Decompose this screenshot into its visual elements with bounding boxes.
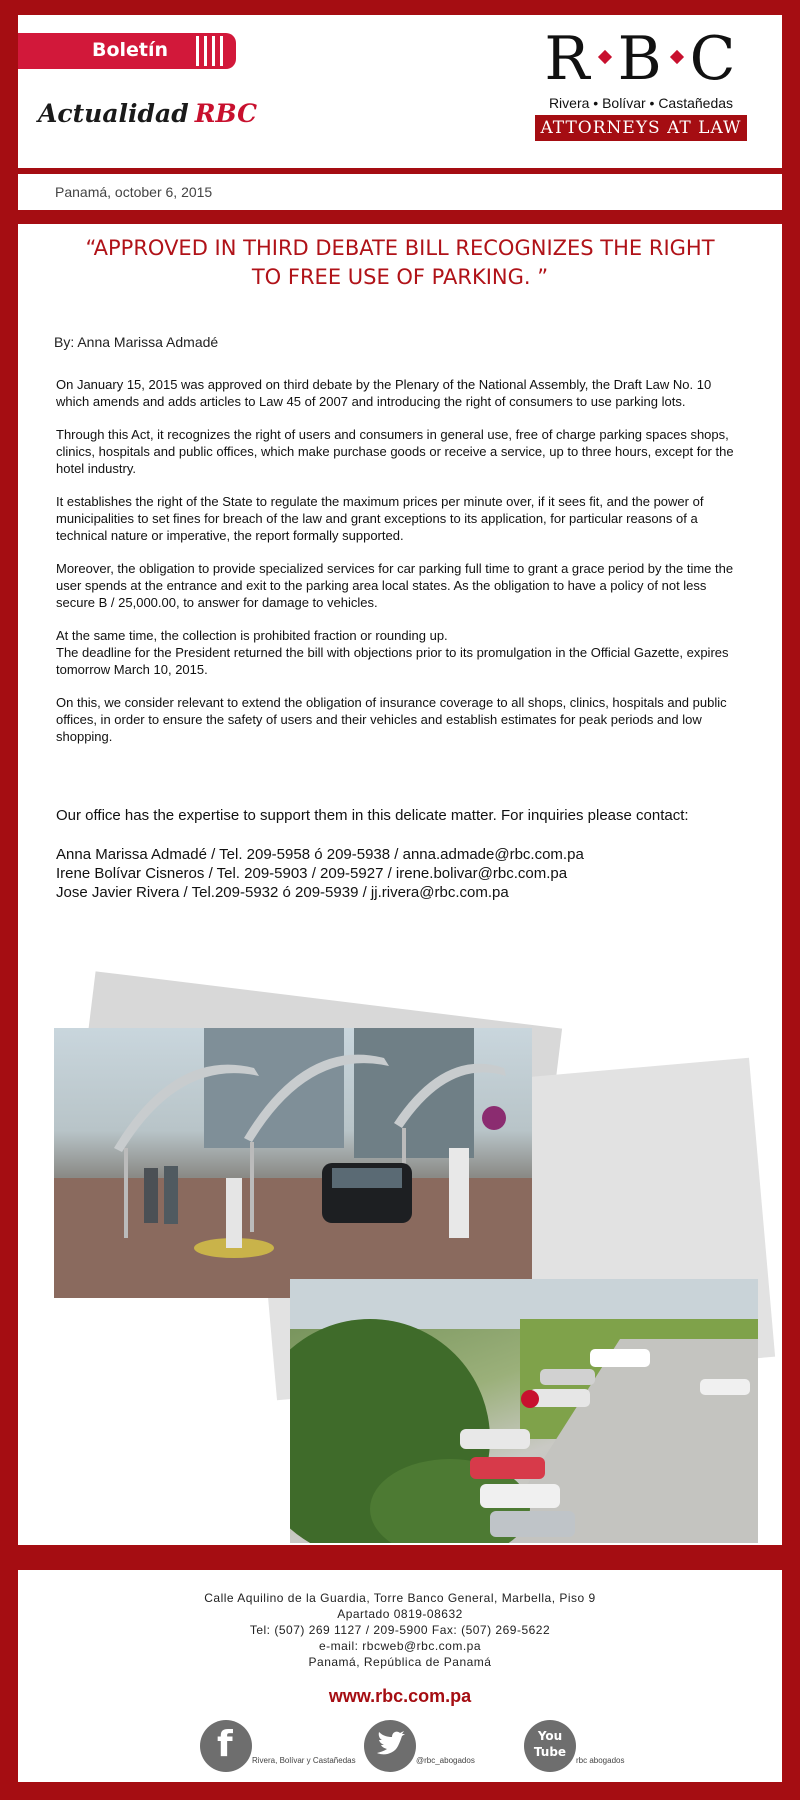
- parking-lot-illustration: [290, 1279, 758, 1543]
- facebook-glyph: f: [217, 1724, 233, 1765]
- address-line: Calle Aquilino de la Guardia, Torre Banco General, Marbella, Piso 9: [204, 1591, 596, 1605]
- facebook-icon[interactable]: [200, 1720, 252, 1772]
- youtube-glyph: You Tube: [533, 1729, 567, 1759]
- logo-names: Rivera • Bolívar • Castañedas: [548, 95, 734, 111]
- newsletter-title-prefix: Actualidad: [38, 99, 189, 128]
- logo-letter-c: C: [689, 24, 738, 94]
- paragraph: At the same time, the collection is prohibited fraction or rounding up.: [56, 628, 448, 643]
- boletin-label: Boletín: [92, 39, 169, 61]
- paragraph: It establishes the right of the State to regulate the maximum prices per minute over, if it sees fit, and the power of municipalities to set fines for breach of the law and grant exceptions to its application, for particular reasons of a technical nature or imperative, the report formally supported.: [56, 494, 704, 543]
- article: [18, 224, 782, 1545]
- twitter-icon[interactable]: [364, 1720, 416, 1772]
- photo-collage: [18, 944, 782, 1544]
- social-caption: Rivera, Bolívar y Castañedas: [252, 1756, 356, 1765]
- contact-line[interactable]: Jose Javier Rivera / Tel.209-5932 ó 209-5939 / jj.rivera@rbc.com.pa: [56, 884, 509, 901]
- contact-intro: Our office has the expertise to support them in this delicate matter. For inquiries please contact:: [56, 807, 689, 824]
- date-bar: [18, 174, 782, 210]
- address-line: Panamá, República de Panamá: [308, 1655, 492, 1669]
- address-line[interactable]: e-mail: rbcweb@rbc.com.pa: [318, 1639, 482, 1653]
- footer: [18, 1570, 782, 1782]
- paragraph: On January 15, 2015 was approved on third debate by the Plenary of the National Assembly, the Draft Law No. 10 which amends and adds articles to Law 45 of 2007 and introducing the right of consumers to use parking lots.: [56, 377, 712, 409]
- newsletter-title-brand: RBC: [194, 99, 257, 128]
- article-body: [56, 376, 746, 761]
- logo-letter-r: R: [544, 24, 592, 94]
- address-block: [18, 1590, 782, 1670]
- contact-line[interactable]: Irene Bolívar Cisneros / Tel. 209-5903 / 209-5927 / irene.bolivar@rbc.com.pa: [56, 865, 568, 882]
- paragraph: The deadline for the President returned the bill with objections prior to its promulgation in the Official Gazette, expires tomorrow March 10, 2015.: [56, 645, 729, 677]
- stripes-decoration: [194, 33, 234, 69]
- address-line: Tel: (507) 269 1127 / 209-5900 Fax: (507) 269-5622: [249, 1623, 551, 1637]
- parking-entrance-photo: [54, 1028, 532, 1298]
- website-link[interactable]: www.rbc.com.pa: [328, 1686, 472, 1706]
- paragraph: Moreover, the obligation to provide specialized services for car parking full time to grant a grace period by the time the user spends at the entrance and exit to the parking area local states. As the obligation to have a policy of not less secure B / 25,000.00, to answer for damage to vehicles.: [56, 561, 734, 610]
- address-line: Apartado 0819-08632: [337, 1607, 463, 1621]
- issue-date: Panamá, october 6, 2015: [55, 184, 213, 200]
- paragraph: Through this Act, it recognizes the right of users and consumers in general use, free of charge parking spaces shops, clinics, hospitals and public offices, which make purchase goods or receive a service, up to three hours, except for the hotel industry.: [56, 427, 734, 476]
- boletin-banner: [18, 33, 236, 69]
- parking-entrance-illustration: [54, 1028, 532, 1298]
- rbc-logo: [533, 24, 749, 145]
- article-byline: By: Anna Marissa Admadé: [54, 334, 219, 350]
- twitter-bird: [364, 1720, 416, 1772]
- contact-line[interactable]: Anna Marissa Admadé / Tel. 209-5958 ó 209-5938 / anna.admade@rbc.com.pa: [56, 846, 584, 863]
- newsletter-title: [38, 99, 257, 128]
- logo-diamond-icon: [598, 50, 612, 64]
- social-caption: rbc abogados: [576, 1756, 625, 1765]
- youtube-icon[interactable]: [524, 1720, 576, 1772]
- social-caption: @rbc_abogados: [416, 1756, 475, 1765]
- article-title: “APPROVED IN THIRD DEBATE BILL RECOGNIZES THE RIGHT TO FREE USE OF PARKING. ”: [85, 236, 715, 289]
- logo-diamond-icon: [670, 50, 684, 64]
- logo-letters: [533, 24, 749, 94]
- logo-letter-b: B: [617, 24, 664, 94]
- logo-tagline: ATTORNEYS AT LAW: [535, 115, 747, 141]
- paragraph: On this, we consider relevant to extend the obligation of insurance coverage to all shops, clinics, hospitals and public offices, in order to ensure the safety of users and their vehicles and establish estimates for peak periods and low shopping.: [56, 695, 727, 744]
- parking-lot-photo: [290, 1279, 758, 1543]
- header: [18, 15, 782, 168]
- contact-section: [56, 806, 746, 902]
